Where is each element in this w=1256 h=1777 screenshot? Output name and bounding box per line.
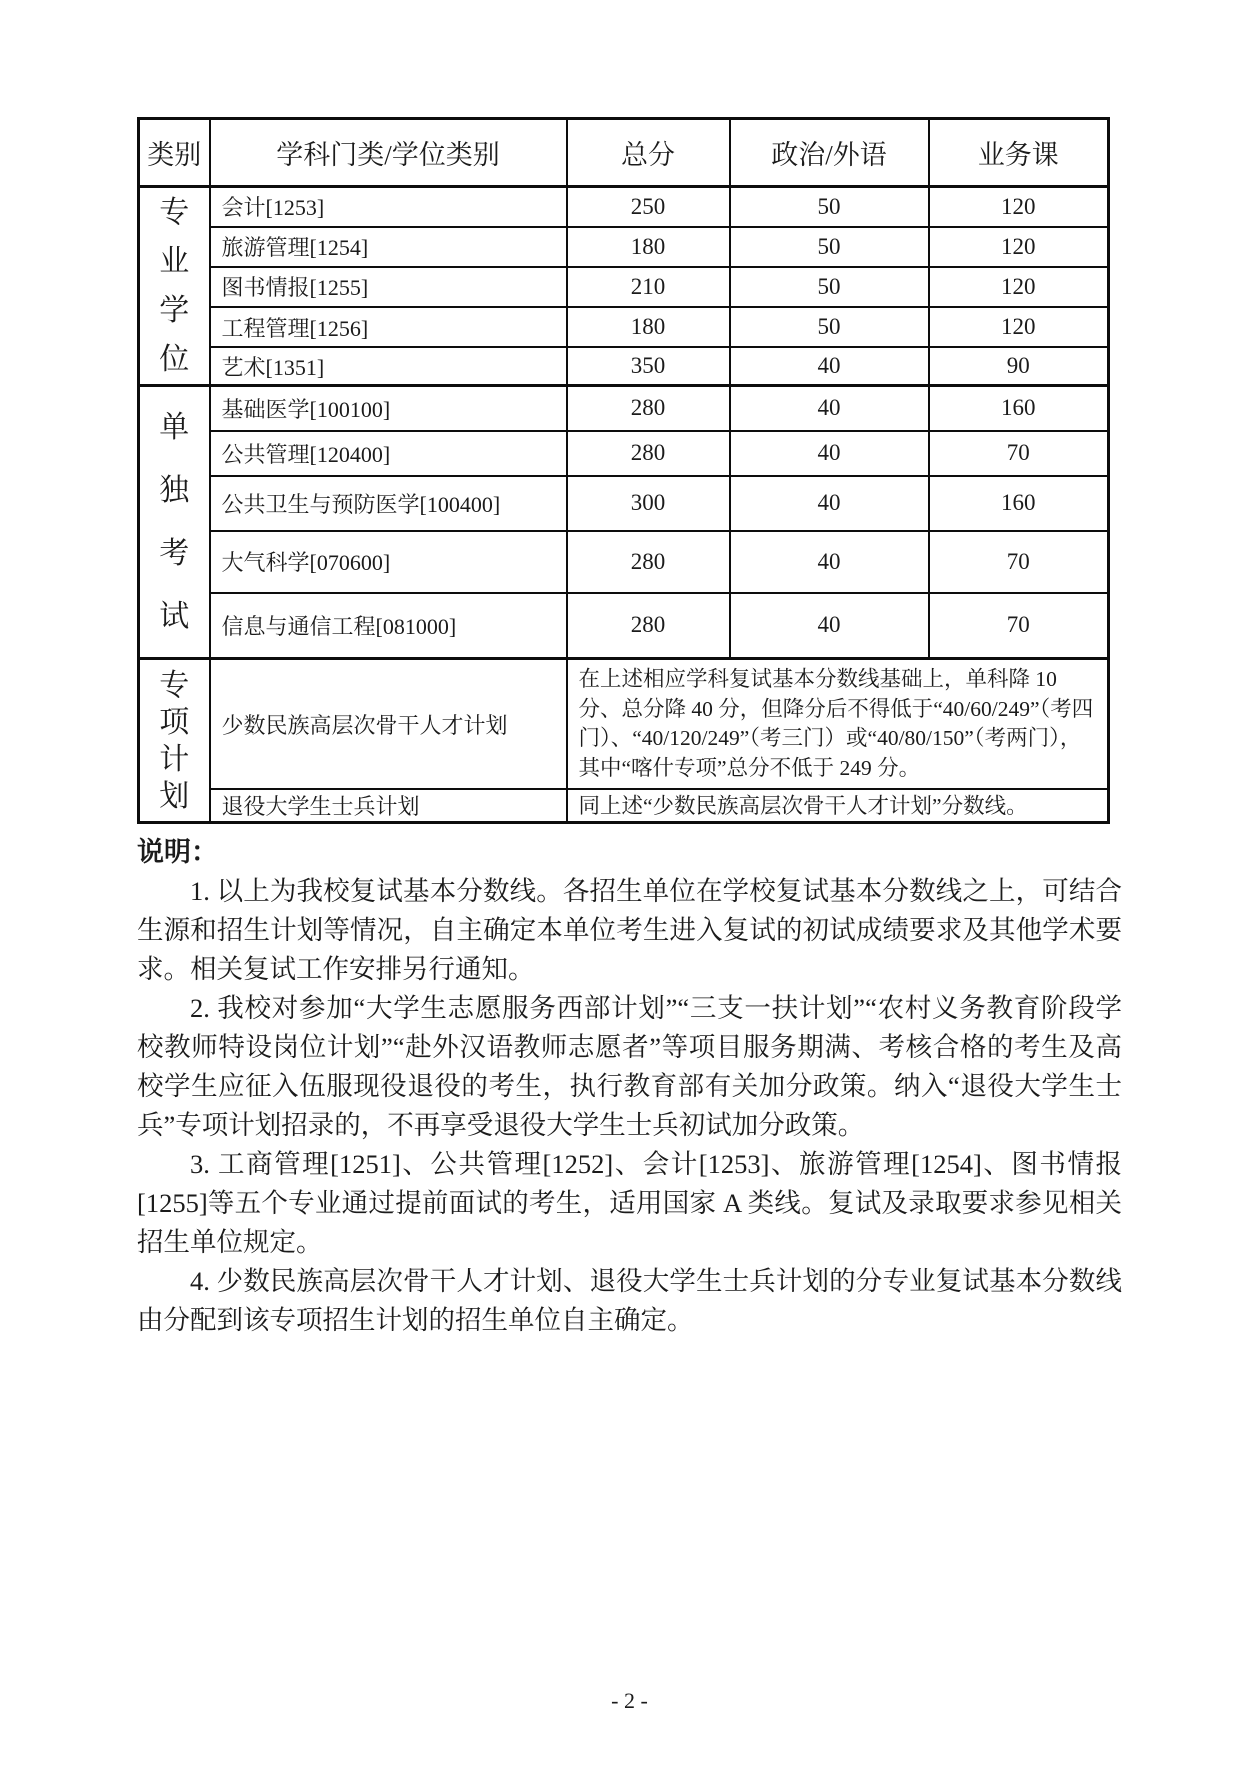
major-course-cell: 120: [929, 307, 1109, 347]
politics-foreign-cell: 40: [730, 431, 929, 476]
table-row: [139, 476, 1109, 531]
politics-foreign-cell: 40: [730, 476, 929, 531]
category-label: 专业学位: [159, 196, 190, 376]
major-course-cell: 70: [929, 431, 1109, 476]
header-discipline: 学科门类/学位类别: [210, 119, 567, 187]
total-score-cell: 280: [567, 386, 730, 431]
total-score-cell: 300: [567, 476, 730, 531]
table-row: [139, 187, 1109, 227]
page-number: - 2 -: [611, 1688, 648, 1713]
discipline-cell: 旅游管理[1254]: [210, 227, 567, 267]
total-score-cell: 280: [567, 593, 730, 659]
total-score-cell: 280: [567, 531, 730, 593]
major-course-cell: 90: [929, 347, 1109, 385]
table-header-row: [139, 119, 1109, 187]
discipline-cell: 艺术[1351]: [210, 347, 567, 385]
table-row: [139, 267, 1109, 307]
total-score-cell: 180: [567, 307, 730, 347]
discipline-cell: 工程管理[1256]: [210, 307, 567, 347]
discipline-cell: 基础医学[100100]: [210, 386, 567, 431]
note-item-2: 2. 我校对参加“大学生志愿服务西部计划”“三支一扶计划”“农村义务教育阶段学校教师特设岗位计划”“赴外汉语教师志愿者”等项目服务期满、考核合格的考生及高校学生应征入伍服现役退役的考生，执行教育部有关加分政策。纳入“退役大学生士兵”专项计划招录的，不再享受退役大学生士兵初试加分政策。: [137, 993, 1122, 1140]
major-course-cell: 160: [929, 386, 1109, 431]
discipline-cell: 公共管理[120400]: [210, 431, 567, 476]
table-row: [139, 347, 1109, 385]
table-row: [139, 659, 1109, 790]
politics-foreign-cell: 50: [730, 267, 929, 307]
total-score-cell: 180: [567, 227, 730, 267]
discipline-cell: 大气科学[070600]: [210, 531, 567, 593]
total-score-cell: 210: [567, 267, 730, 307]
note-item-4: 4. 少数民族高层次骨干人才计划、退役大学生士兵计划的分专业复试基本分数线由分配到该专项招生计划的招生单位自主确定。: [137, 1266, 1122, 1335]
table-row: [139, 789, 1109, 823]
major-course-cell: 70: [929, 593, 1109, 659]
score-cutoff-table: [137, 117, 1110, 824]
discipline-cell: 图书情报[1255]: [210, 267, 567, 307]
notes-heading: 说明：: [137, 837, 218, 867]
category-cell-professional-degree: [139, 187, 210, 386]
major-course-cell: 70: [929, 531, 1109, 593]
major-course-cell: 160: [929, 476, 1109, 531]
note-item-1: 1. 以上为我校复试基本分数线。各招生单位在学校复试基本分数线之上，可结合生源和招生计划等情况，自主确定本单位考生进入复试的初试成绩要求及其他学术要求。相关复试工作安排另行通知。: [137, 876, 1122, 984]
table-row: [139, 227, 1109, 267]
total-score-cell: 350: [567, 347, 730, 385]
table-row: [139, 531, 1109, 593]
discipline-cell: 公共卫生与预防医学[100400]: [210, 476, 567, 531]
major-course-cell: 120: [929, 187, 1109, 227]
category-label: 专项计划: [159, 668, 190, 813]
discipline-cell: 少数民族高层次骨干人才计划: [210, 659, 567, 790]
discipline-cell: 信息与通信工程[081000]: [210, 593, 567, 659]
major-course-cell: 120: [929, 267, 1109, 307]
politics-foreign-cell: 50: [730, 307, 929, 347]
total-score-cell: 250: [567, 187, 730, 227]
minority-program-note: 在上述相应学科复试基本分数线基础上，单科降 10 分、总分降 40 分，但降分后不得低于“40/60/249”（考四门）、“40/120/249”（考三门）或“40/80/150”（考两门），其中“喀什专项”总分不低于 249 分。: [567, 659, 1109, 790]
note-item-3: 3. 工商管理[1251]、公共管理[1252]、会计[1253]、旅游管理[1254]、图书情报[1255]等五个专业通过提前面试的考生，适用国家 A 类线。复试及录取要求参见相关招生单位规定。: [137, 1149, 1122, 1257]
document-page: [137, 117, 1122, 1340]
category-cell-separate-exam: [139, 386, 210, 659]
discipline-cell: 会计[1253]: [210, 187, 567, 227]
veteran-program-note: 同上述“少数民族高层次骨干人才计划”分数线。: [567, 789, 1109, 823]
header-politics-foreign: 政治/外语: [730, 119, 929, 187]
politics-foreign-cell: 40: [730, 347, 929, 385]
category-label: 单独考试: [159, 411, 190, 633]
notes-section: [137, 832, 1122, 1340]
category-cell-special-program: [139, 659, 210, 823]
table-row: [139, 431, 1109, 476]
table-row: [139, 593, 1109, 659]
table-row: [139, 386, 1109, 431]
politics-foreign-cell: 50: [730, 187, 929, 227]
total-score-cell: 280: [567, 431, 730, 476]
table-row: [139, 307, 1109, 347]
politics-foreign-cell: 40: [730, 593, 929, 659]
header-total-score: 总分: [567, 119, 730, 187]
header-major-course: 业务课: [929, 119, 1109, 187]
politics-foreign-cell: 40: [730, 531, 929, 593]
politics-foreign-cell: 50: [730, 227, 929, 267]
politics-foreign-cell: 40: [730, 386, 929, 431]
header-category: 类别: [139, 119, 210, 187]
major-course-cell: 120: [929, 227, 1109, 267]
discipline-cell: 退役大学生士兵计划: [210, 789, 567, 823]
